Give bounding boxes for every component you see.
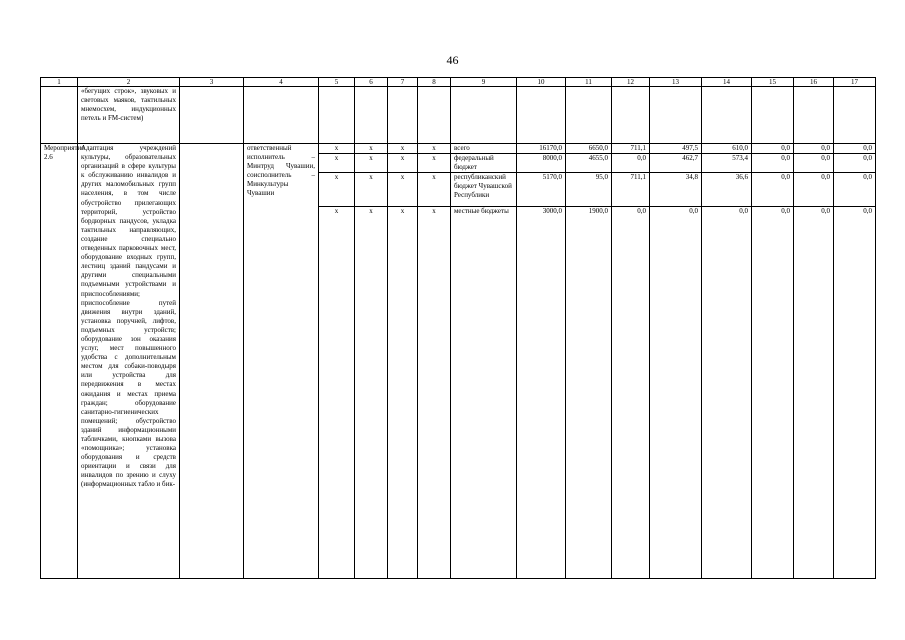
- amount-cell: 95,0: [566, 173, 612, 207]
- code-cell: х: [388, 207, 418, 579]
- code-cell: х: [418, 144, 451, 154]
- code-cell: х: [355, 173, 388, 207]
- code-cell: х: [319, 207, 355, 579]
- column-number-row: [41, 78, 876, 87]
- column-number-cell: 11: [566, 78, 612, 87]
- code-cell: х: [418, 154, 451, 173]
- amount-cell: 6650,0: [566, 144, 612, 154]
- amount-cell: 573,4: [702, 154, 752, 173]
- amount-cell: 16170,0: [517, 144, 566, 154]
- empty-cell: [180, 144, 244, 579]
- activity-description: Адаптация учреждений культуры, образовательных организаций в сфере культуры к обслуживанию инвалидов и других маломобильных групп населения, в том числе обустройство прилегающих территорий, устройство бордюрных пандусов, укладка тактильных направляющих, создание специально отведенных парковочных мест, оборудование входных групп, лестниц зданий пандусами и другими специальными подъемными устройствами и приспособлениями; приспособление путей движения внутри зданий, установка поручней, лифтов, подъемных устройств; оборудование зон оказания услуг, мест повышенного удобства с дополнительным местом для собаки-поводыря или устройства для передвижения в местах ожидания и местах приема граждан; оборудование санитарно-гигиенических помещений; обустройство зданий информационными табличками, кнопками вызова «помощника»; установка оборудования и средств ориентации и связи для инвалидов по зрению и слуху (информационных табло и бик-: [78, 144, 180, 579]
- column-number-cell: 1: [41, 78, 78, 87]
- column-number-cell: 16: [794, 78, 834, 87]
- amount-cell: 0,0: [612, 154, 650, 173]
- amount-cell: 0,0: [752, 173, 794, 207]
- column-number-cell: 2: [78, 78, 180, 87]
- activities-table: [40, 77, 876, 579]
- column-number-cell: 12: [612, 78, 650, 87]
- code-cell: х: [418, 173, 451, 207]
- column-number-cell: 4: [244, 78, 319, 87]
- column-number-cell: 8: [418, 78, 451, 87]
- code-cell: х: [355, 154, 388, 173]
- amount-cell: 0,0: [834, 173, 876, 207]
- code-cell: х: [388, 144, 418, 154]
- code-cell: х: [418, 207, 451, 579]
- column-number-cell: 15: [752, 78, 794, 87]
- column-number-cell: 3: [180, 78, 244, 87]
- amount-cell: 0,0: [834, 154, 876, 173]
- amount-cell: 1900,0: [566, 207, 612, 579]
- amount-cell: 711,1: [612, 173, 650, 207]
- column-number-cell: 17: [834, 78, 876, 87]
- amount-cell: 0,0: [612, 207, 650, 579]
- column-number-cell: 10: [517, 78, 566, 87]
- amount-cell: 0,0: [794, 144, 834, 154]
- amount-cell: 610,0: [702, 144, 752, 154]
- amount-cell: 497,5: [650, 144, 702, 154]
- amount-cell: 0,0: [834, 207, 876, 579]
- code-cell: х: [319, 173, 355, 207]
- code-cell: х: [319, 144, 355, 154]
- amount-cell: 0,0: [794, 173, 834, 207]
- amount-cell: 36,6: [702, 173, 752, 207]
- amount-cell: 34,8: [650, 173, 702, 207]
- funding-source: федеральный бюджет: [451, 154, 517, 173]
- activity-code: Мероприятие 2.6: [41, 144, 78, 579]
- amount-cell: 462,7: [650, 154, 702, 173]
- amount-cell: 4655,0: [566, 154, 612, 173]
- continuation-text: [78, 87, 180, 144]
- code-cell: х: [319, 154, 355, 173]
- code-cell: х: [355, 144, 388, 154]
- page-number: 46: [446, 53, 459, 67]
- column-number-cell: 5: [319, 78, 355, 87]
- amount-cell: 0,0: [794, 154, 834, 173]
- column-number-cell: 6: [355, 78, 388, 87]
- funding-source: республиканский бюджет Чувашской Республики: [451, 173, 517, 207]
- continuation-text-content: «бегущих строк», звуковых и световых маяков, тактильных мнемосхем, индукционных петель и FM-систем): [81, 87, 176, 123]
- code-cell: х: [388, 154, 418, 173]
- column-number-cell: 7: [388, 78, 418, 87]
- funding-source: местные бюджеты: [451, 207, 517, 579]
- amount-cell: 3000,0: [517, 207, 566, 579]
- activity-executor: ответственный исполнитель – Минтруд Чувашии, соисполнитель – Минкультуры Чувашии: [244, 144, 319, 579]
- column-number-cell: 14: [702, 78, 752, 87]
- code-cell: х: [388, 173, 418, 207]
- amount-cell: 0,0: [702, 207, 752, 579]
- funding-row: [41, 144, 876, 154]
- amount-cell: 5170,0: [517, 173, 566, 207]
- amount-cell: 0,0: [752, 154, 794, 173]
- amount-cell: 0,0: [752, 207, 794, 579]
- column-number-cell: 13: [650, 78, 702, 87]
- amount-cell: 711,1: [612, 144, 650, 154]
- continuation-row: [41, 87, 876, 144]
- column-number-cell: 9: [451, 78, 517, 87]
- code-cell: х: [355, 207, 388, 579]
- amount-cell: 8000,0: [517, 154, 566, 173]
- amount-cell: 0,0: [752, 144, 794, 154]
- amount-cell: 0,0: [794, 207, 834, 579]
- amount-cell: 0,0: [834, 144, 876, 154]
- amount-cell: 0,0: [650, 207, 702, 579]
- funding-source: всего: [451, 144, 517, 154]
